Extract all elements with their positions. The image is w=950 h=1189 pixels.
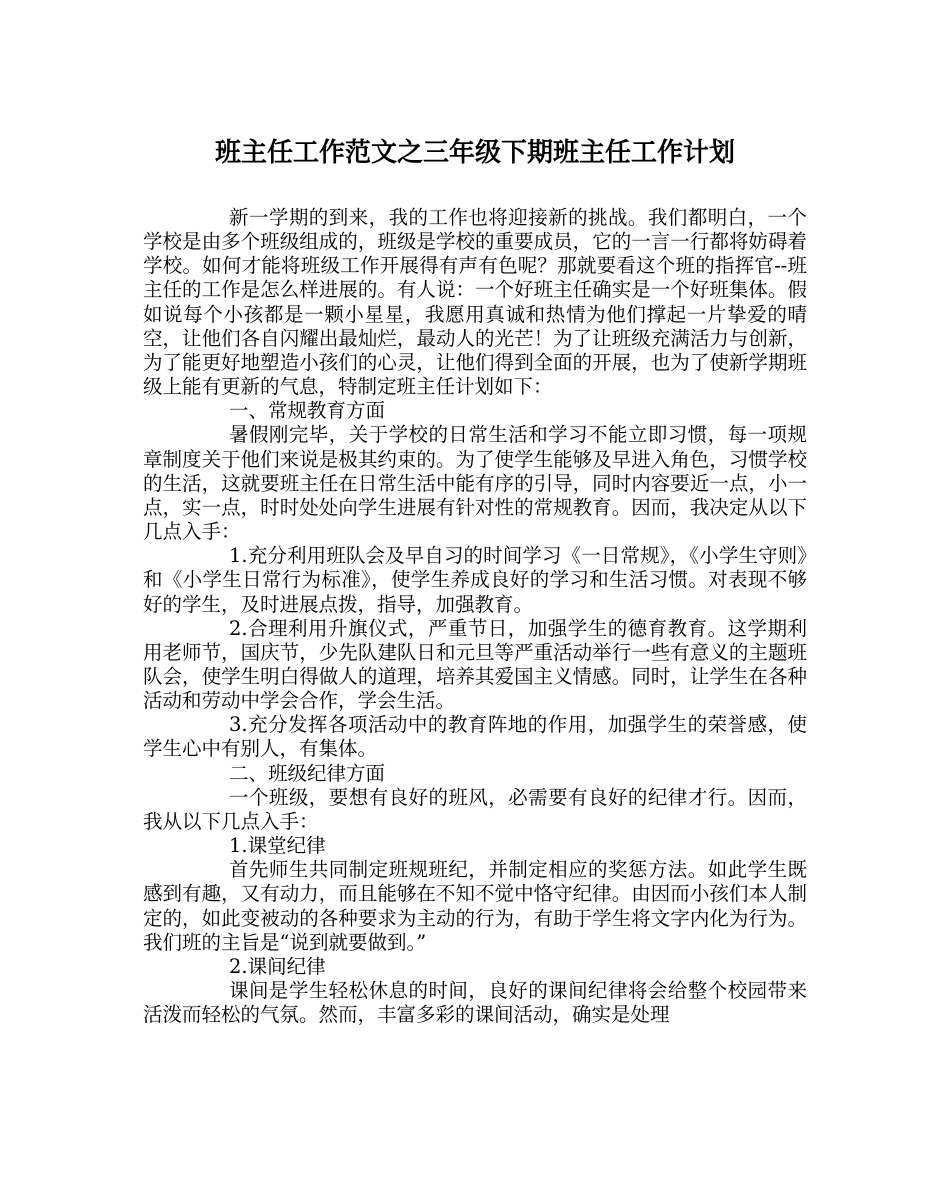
document-title: 班主任工作范文之三年级下期班主任工作计划 xyxy=(214,138,735,168)
paragraph-classroom-discipline: 首先师生共同制定班规班纪，并制定相应的奖惩方法。如此学生既感到有趣，又有动力，而且能够在不知不觉中恪守纪律。由因而小孩们本人制定的，如此变被动的各种要求为主动的行为，有助于学生将文字内化为行为。我们班的主旨是“说到就要做到。” xyxy=(143,858,807,954)
subheading-break-discipline: 2.课间纪律 xyxy=(229,954,326,978)
document-body xyxy=(143,206,807,1027)
section-heading-routine-education: 一、常规教育方面 xyxy=(229,399,386,423)
section-heading-class-discipline: 二、班级纪律方面 xyxy=(229,761,386,785)
paragraph-routine-education: 暑假刚完毕，关于学校的日常生活和学习不能立即习惯，每一项规章制度关于他们来说是极其约束的。为了使学生能够及早进入角色，习惯学校的生活，这就要班主任在日常生活中能有序的引导，同时内容要近一点，小一点，实一点，时时处处向学生进展有针对性的常规教育。因而，我决定从以下几点入手： xyxy=(143,423,807,544)
subheading-classroom-discipline: 1.课堂纪律 xyxy=(229,834,326,858)
paragraph-class-discipline: 一个班级，要想有良好的班风，必需要有良好的纪律才行。因而，我从以下几点入手： xyxy=(143,785,807,833)
list-item-routine-2: 2.合理利用升旗仪式，严重节日，加强学生的德育教育。这学期利用老师节，国庆节，少先队建队日和元旦等严重活动举行一些有意义的主题班队会，使学生明白得做人的道理，培养其爱国主义情感。同时，让学生在各种活动和劳动中学会合作，学会生活。 xyxy=(143,616,807,713)
paragraph-break-discipline: 课间是学生轻松休息的时间，良好的课间纪律将会给整个校园带来活泼而轻松的气氛。然而，丰富多彩的课间活动，确实是处理 xyxy=(143,979,807,1027)
paragraph-intro: 新一学期的到来，我的工作也将迎接新的挑战。我们都明白，一个学校是由多个班级组成的，班级是学校的重要成员，它的一言一行都将妨碍着学校。如何才能将班级工作开展得有声有色呢？那就要看这个班的指挥官--班主任的工作是怎么样进展的。有人说：一个好班主任确实是一个好班集体。假如说每个小孩都是一颗小星星，我愿用真诚和热情为他们撑起一片挚爱的晴空，让他们各自闪耀出最灿烂，最动人的光芒！为了让班级充满活力与创新，为了能更好地塑造小孩们的心灵，让他们得到全面的开展，也为了使新学期班级上能有更新的气息，特制定班主任计划如下： xyxy=(143,206,807,399)
list-item-routine-1: 1.充分利用班队会及早自习的时间学习《一日常规》，《小学生守则》和《小学生日常行为标准》，使学生养成良好的学习和生活习惯。对表现不够好的学生，及时进展点拨，指导，加强教育。 xyxy=(143,544,807,616)
list-item-routine-3: 3.充分发挥各项活动中的教育阵地的作用，加强学生的荣誉感，使学生心中有别人，有集体。 xyxy=(143,713,807,761)
